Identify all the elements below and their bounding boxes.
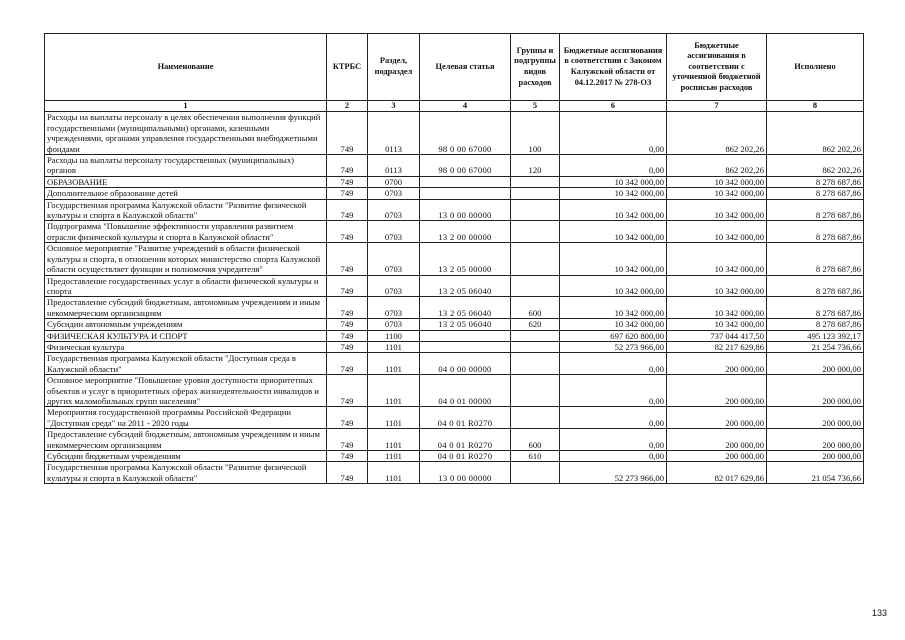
row-ktrbs: 749 (327, 275, 368, 297)
table-row (45, 199, 864, 221)
row-section: 1101 (368, 462, 420, 484)
table-row (45, 112, 864, 155)
row-section: 0113 (368, 112, 420, 155)
row-executed-amount: 8 278 687,86 (767, 188, 864, 199)
row-law-amount: 10 342 000,00 (560, 176, 667, 187)
column-number: 6 (560, 101, 667, 112)
row-section: 1101 (368, 353, 420, 375)
row-ktrbs: 749 (327, 330, 368, 341)
row-law-amount: 10 342 000,00 (560, 275, 667, 297)
header-ktrbs: КТРБС (327, 34, 368, 101)
row-section: 1100 (368, 330, 420, 341)
row-ktrbs: 749 (327, 112, 368, 155)
row-ktrbs: 749 (327, 341, 368, 352)
row-group (511, 407, 560, 429)
table-row (45, 375, 864, 407)
table-row (45, 330, 864, 341)
row-name: ОБРАЗОВАНИЕ (45, 176, 327, 187)
column-number: 3 (368, 101, 420, 112)
row-section: 0703 (368, 297, 420, 319)
row-ktrbs: 749 (327, 451, 368, 462)
row-ktrbs: 749 (327, 221, 368, 243)
row-ktrbs: 749 (327, 353, 368, 375)
row-name: Подпрограмма "Повышение эффективности управления развитием отрасли физической культуры и спорта в Калужской области" (45, 221, 327, 243)
row-section: 1101 (368, 429, 420, 451)
row-group (511, 199, 560, 221)
row-target (420, 341, 511, 352)
row-refined-amount: 862 202,26 (667, 112, 767, 155)
row-group (511, 462, 560, 484)
row-ktrbs: 749 (327, 375, 368, 407)
row-name: Предоставление субсидий бюджетным, автономным учреждениям и иным некоммерческим организациям (45, 429, 327, 451)
row-executed-amount: 200 000,00 (767, 429, 864, 451)
row-refined-amount: 200 000,00 (667, 375, 767, 407)
row-target: 04 0 01 R0270 (420, 451, 511, 462)
row-name: Мероприятия государственной программы Российской Федерации "Доступная среда" на 2011 - 2020 годы (45, 407, 327, 429)
row-refined-amount: 200 000,00 (667, 407, 767, 429)
column-number: 8 (767, 101, 864, 112)
row-group (511, 275, 560, 297)
row-section: 0700 (368, 176, 420, 187)
table-row (45, 297, 864, 319)
row-name: ФИЗИЧЕСКАЯ КУЛЬТУРА И СПОРТ (45, 330, 327, 341)
row-ktrbs: 749 (327, 243, 368, 275)
row-group (511, 375, 560, 407)
table-row (45, 155, 864, 177)
row-executed-amount: 495 123 392,17 (767, 330, 864, 341)
row-name: Физическая культура (45, 341, 327, 352)
row-target: 13 2 05 06040 (420, 275, 511, 297)
row-law-amount: 10 342 000,00 (560, 297, 667, 319)
row-group: 610 (511, 451, 560, 462)
table-row (45, 176, 864, 187)
row-refined-amount: 737 044 417,50 (667, 330, 767, 341)
budget-table (44, 33, 864, 484)
row-group (511, 341, 560, 352)
header-law: Бюджетные ассигнования в соответствии с Законом Калужской области от 04.12.2017 № 278-ОЗ (560, 34, 667, 101)
row-target: 04 0 01 R0270 (420, 429, 511, 451)
column-number-row (45, 101, 864, 112)
row-section: 0113 (368, 155, 420, 177)
row-group (511, 330, 560, 341)
row-refined-amount: 200 000,00 (667, 451, 767, 462)
row-law-amount: 10 342 000,00 (560, 199, 667, 221)
row-law-amount: 697 620 800,00 (560, 330, 667, 341)
row-name: Субсидии автономным учреждениям (45, 319, 327, 330)
row-name: Расходы на выплаты персоналу в целях обеспечения выполнения функций государственными (муниципальными) органами, казенными учреждениями, органами управления государственными внебюджетными фондами (45, 112, 327, 155)
header-section: Раздел, подраздел (368, 34, 420, 101)
row-target: 98 0 00 67000 (420, 112, 511, 155)
row-executed-amount: 200 000,00 (767, 451, 864, 462)
table-row (45, 451, 864, 462)
row-ktrbs: 749 (327, 319, 368, 330)
row-ktrbs: 749 (327, 155, 368, 177)
row-section: 0703 (368, 199, 420, 221)
row-section: 0703 (368, 221, 420, 243)
row-executed-amount: 8 278 687,86 (767, 297, 864, 319)
row-target: 13 0 00 00000 (420, 462, 511, 484)
row-section: 0703 (368, 188, 420, 199)
row-law-amount: 0,00 (560, 353, 667, 375)
row-law-amount: 0,00 (560, 155, 667, 177)
row-group: 620 (511, 319, 560, 330)
row-group (511, 221, 560, 243)
row-name: Предоставление субсидий бюджетным, автономным учреждениям и иным некоммерческим организациям (45, 297, 327, 319)
row-group (511, 188, 560, 199)
row-refined-amount: 862 202,26 (667, 155, 767, 177)
row-group: 120 (511, 155, 560, 177)
row-target: 13 2 00 00000 (420, 221, 511, 243)
row-refined-amount: 82 217 629,86 (667, 341, 767, 352)
row-executed-amount: 8 278 687,86 (767, 221, 864, 243)
row-group (511, 176, 560, 187)
row-name: Дополнительное образование детей (45, 188, 327, 199)
row-name: Государственная программа Калужской области "Развитие физической культуры и спорта в Калужской области" (45, 462, 327, 484)
row-group: 600 (511, 429, 560, 451)
row-refined-amount: 10 342 000,00 (667, 188, 767, 199)
row-law-amount: 0,00 (560, 429, 667, 451)
column-number: 5 (511, 101, 560, 112)
row-group: 600 (511, 297, 560, 319)
row-target (420, 176, 511, 187)
row-target: 04 0 01 00000 (420, 375, 511, 407)
table-row (45, 429, 864, 451)
row-section: 1101 (368, 375, 420, 407)
row-target: 13 2 05 00000 (420, 243, 511, 275)
header-name: Наименование (45, 34, 327, 101)
row-target: 13 2 05 06040 (420, 297, 511, 319)
row-executed-amount: 8 278 687,86 (767, 275, 864, 297)
row-law-amount: 0,00 (560, 451, 667, 462)
table-row (45, 275, 864, 297)
column-number: 1 (45, 101, 327, 112)
table-row (45, 319, 864, 330)
row-section: 0703 (368, 243, 420, 275)
row-section: 1101 (368, 407, 420, 429)
row-ktrbs: 749 (327, 297, 368, 319)
header-executed: Исполнено (767, 34, 864, 101)
row-law-amount: 0,00 (560, 375, 667, 407)
row-refined-amount: 10 342 000,00 (667, 199, 767, 221)
row-law-amount: 10 342 000,00 (560, 319, 667, 330)
row-executed-amount: 8 278 687,86 (767, 243, 864, 275)
row-target: 13 2 05 06040 (420, 319, 511, 330)
row-section: 1101 (368, 341, 420, 352)
table-row (45, 243, 864, 275)
row-ktrbs: 749 (327, 407, 368, 429)
row-executed-amount: 8 278 687,86 (767, 319, 864, 330)
row-name: Основное мероприятие "Развитие учреждений в области физической культуры и спорта, в отношении которых министерство спорта Калужской области осуществляет функции и полномочия учредителя" (45, 243, 327, 275)
table-row (45, 407, 864, 429)
row-name: Расходы на выплаты персоналу государственных (муниципальных) органов (45, 155, 327, 177)
row-executed-amount: 200 000,00 (767, 375, 864, 407)
row-ktrbs: 749 (327, 188, 368, 199)
header-row (45, 34, 864, 101)
row-section: 0703 (368, 319, 420, 330)
row-name: Субсидии бюджетным учреждениям (45, 451, 327, 462)
row-ktrbs: 749 (327, 462, 368, 484)
row-executed-amount: 862 202,26 (767, 155, 864, 177)
table-row (45, 221, 864, 243)
row-executed-amount: 21 254 736,66 (767, 341, 864, 352)
row-section: 0703 (368, 275, 420, 297)
row-group (511, 243, 560, 275)
row-executed-amount: 8 278 687,86 (767, 199, 864, 221)
row-law-amount: 0,00 (560, 407, 667, 429)
table-row (45, 188, 864, 199)
row-name: Государственная программа Калужской области "Развитие физической культуры и спорта в Калужской области" (45, 199, 327, 221)
header-target: Целевая статья (420, 34, 511, 101)
row-executed-amount: 200 000,00 (767, 353, 864, 375)
row-refined-amount: 82 017 629,86 (667, 462, 767, 484)
row-name: Основное мероприятие "Повышение уровня доступности приоритетных объектов и услуг в приоритетных сферах жизнедеятельности инвалидов и других маломобильных групп населения" (45, 375, 327, 407)
table-row (45, 341, 864, 352)
row-target (420, 188, 511, 199)
row-section: 1101 (368, 451, 420, 462)
row-ktrbs: 749 (327, 176, 368, 187)
row-refined-amount: 200 000,00 (667, 353, 767, 375)
row-target: 13 0 00 00000 (420, 199, 511, 221)
row-law-amount: 0,00 (560, 112, 667, 155)
row-executed-amount: 21 054 736,66 (767, 462, 864, 484)
row-refined-amount: 10 342 000,00 (667, 319, 767, 330)
table-body (45, 112, 864, 484)
page-number: 133 (871, 608, 887, 618)
row-ktrbs: 749 (327, 199, 368, 221)
row-executed-amount: 200 000,00 (767, 407, 864, 429)
row-executed-amount: 8 278 687,86 (767, 176, 864, 187)
table-row (45, 353, 864, 375)
column-number: 4 (420, 101, 511, 112)
row-refined-amount: 10 342 000,00 (667, 221, 767, 243)
row-law-amount: 10 342 000,00 (560, 188, 667, 199)
row-refined-amount: 10 342 000,00 (667, 243, 767, 275)
row-target: 98 0 00 67000 (420, 155, 511, 177)
row-group: 100 (511, 112, 560, 155)
row-executed-amount: 862 202,26 (767, 112, 864, 155)
row-law-amount: 52 273 966,00 (560, 462, 667, 484)
row-target: 04 0 01 R0270 (420, 407, 511, 429)
column-number: 2 (327, 101, 368, 112)
row-law-amount: 52 273 966,00 (560, 341, 667, 352)
row-target: 04 0 00 00000 (420, 353, 511, 375)
row-refined-amount: 10 342 000,00 (667, 297, 767, 319)
row-group (511, 353, 560, 375)
row-name: Государственная программа Калужской области "Доступная среда в Калужской области" (45, 353, 327, 375)
header-group: Группы и подгруппы видов расходов (511, 34, 560, 101)
row-name: Предоставление государственных услуг в области физической культуры и спорта (45, 275, 327, 297)
row-law-amount: 10 342 000,00 (560, 243, 667, 275)
header-refined: Бюджетные ассигнования в соответствии с уточненной бюджетной росписью расходов (667, 34, 767, 101)
row-ktrbs: 749 (327, 429, 368, 451)
column-number: 7 (667, 101, 767, 112)
row-refined-amount: 10 342 000,00 (667, 275, 767, 297)
row-target (420, 330, 511, 341)
row-law-amount: 10 342 000,00 (560, 221, 667, 243)
row-refined-amount: 10 342 000,00 (667, 176, 767, 187)
table-row (45, 462, 864, 484)
row-refined-amount: 200 000,00 (667, 429, 767, 451)
